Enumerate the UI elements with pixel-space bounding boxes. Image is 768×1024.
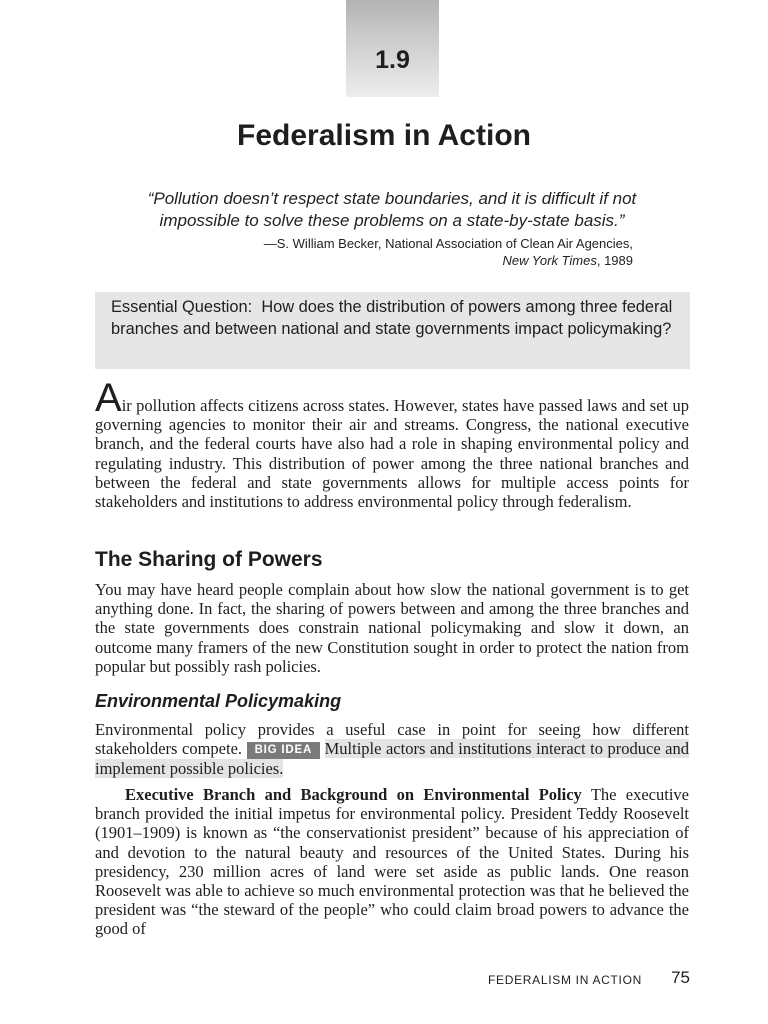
- epigraph-author: —S. William Becker, National Association of Clean Air Agencies,: [263, 236, 633, 251]
- intro-paragraph: [95, 376, 689, 512]
- epigraph-quote: “Pollution doesn’t respect state boundaries, and it is difficult if not impossible to solve these problems on a state-by-state basis.”: [147, 189, 637, 230]
- executive-branch-text: The executive branch provided the initial impetus for environmental policy. President Teddy Roosevelt (1901–1909) is known as “the conservationist president” because of his appreciation of and devotion to the natural beauty and resources of the United States. During his presidency, 230 million acres of land were set aside as public lands. One reason Roosevelt was able to achieve so much environmental protection was that he believed the president was “the steward of the people” who could claim broad powers to advance the good of: [95, 785, 689, 939]
- section-number: 1.9: [375, 46, 410, 74]
- environmental-policymaking-paragraph: [95, 720, 689, 778]
- essential-question-text: How does the distribution of powers among three federal branches and between national and state governments impact policymaking?: [111, 298, 673, 338]
- section-heading-sharing-of-powers: The Sharing of Powers: [95, 548, 323, 571]
- environmental-policymaking-text: Environmental policy provides a useful case in point for seeing how different stakeholders compete.: [95, 720, 689, 759]
- epigraph-source: [264, 252, 633, 269]
- page-number: 75: [671, 968, 690, 987]
- essential-question-label: Essential Question: [111, 298, 248, 316]
- essential-question-box: [95, 292, 690, 369]
- epigraph-publication: New York Times: [502, 253, 597, 268]
- section-number-tab: [346, 0, 439, 97]
- drop-cap: A: [95, 376, 122, 420]
- subsection-heading-environmental-policymaking: Environmental Policymaking: [95, 691, 342, 711]
- intro-text: ir pollution affects citizens across states. However, states have passed laws and set up governing agencies to monitor their air and streams. Congress, the national executive branch, and the federal courts have also had a role in shaping environmental policy and regulating industry. This distribution of power among the three national branches and between the federal and state governments allows for multiple access points for stakeholders and institutions to address environmental policy through federalism.: [95, 396, 689, 512]
- running-head: FEDERALISM IN ACTION: [487, 973, 642, 987]
- big-idea-text: Multiple actors and institutions interact to produce and implement possible policies.: [95, 739, 689, 779]
- executive-branch-runin-heading: Executive Branch and Background on Environmental Policy: [125, 785, 582, 804]
- page-title: Federalism in Action: [237, 119, 531, 152]
- sharing-of-powers-paragraph: You may have heard people complain about how slow the national government is to get anything done. In fact, the sharing of powers between and among the three branches and the state governments does constrain national policymaking and slow it down, an outcome many framers of the new Constitution sought in order to protect the nation from popular but possibly rash policies.: [95, 580, 689, 676]
- epigraph-year: , 1989: [596, 253, 633, 268]
- essential-question-separator: :: [247, 298, 253, 316]
- big-idea-badge: BIG IDEA: [247, 742, 321, 759]
- epigraph-attribution: [264, 235, 633, 269]
- executive-branch-paragraph: [95, 785, 689, 939]
